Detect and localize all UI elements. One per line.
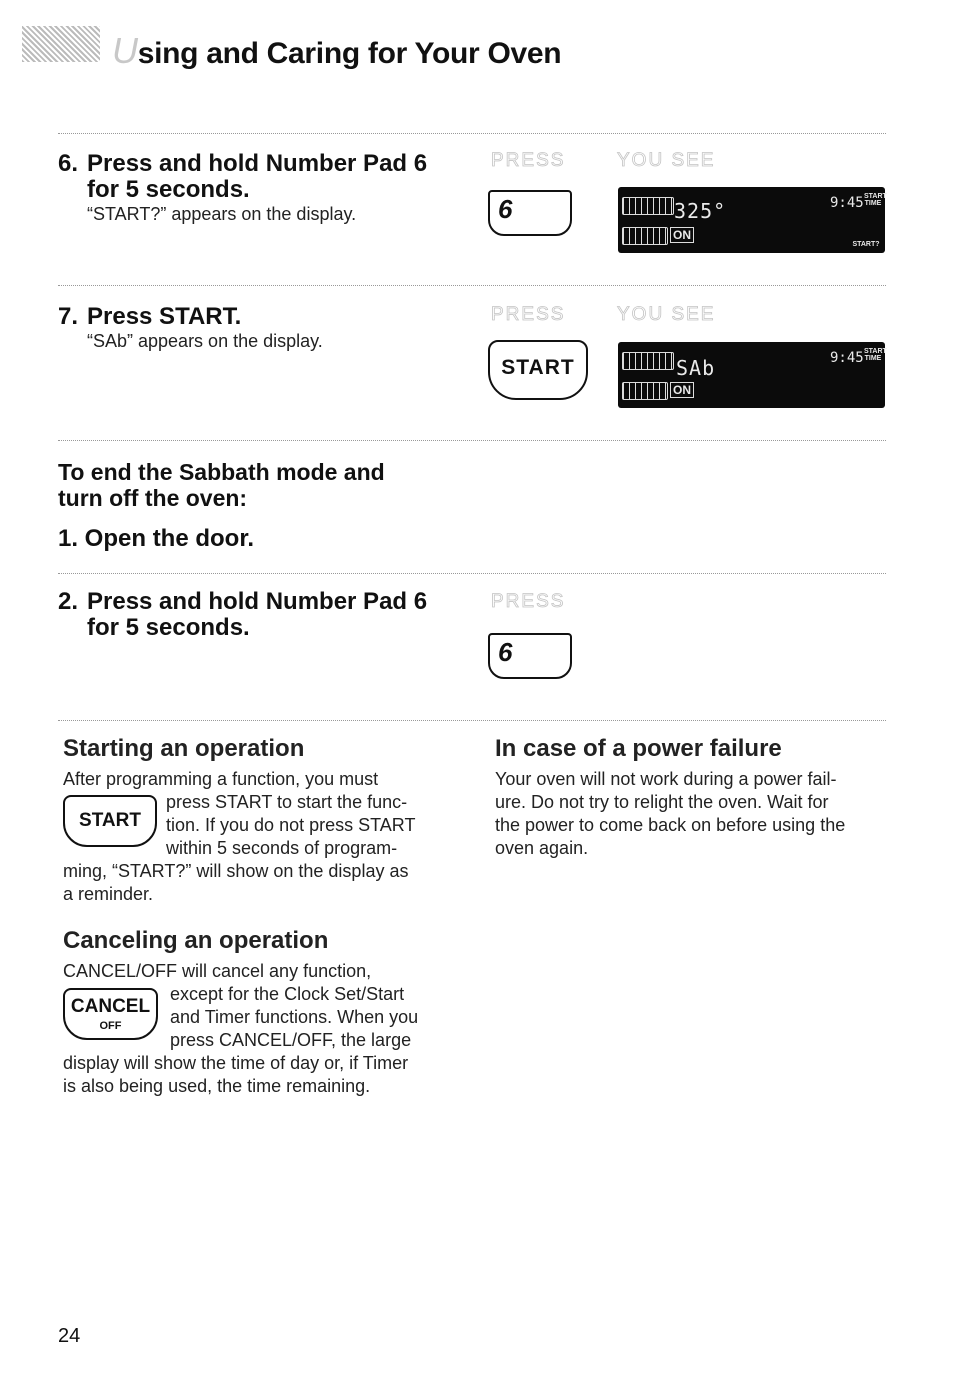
starting-line-1: After programming a function, you must bbox=[63, 769, 379, 789]
press-label: PRESS bbox=[491, 304, 566, 325]
key-label: 6 bbox=[498, 637, 513, 667]
canceling-line-1: CANCEL/OFF will cancel any function, bbox=[63, 961, 372, 981]
oven-display bbox=[618, 187, 885, 253]
end-step-1: 1. Open the door. bbox=[58, 525, 255, 552]
canceling-line-6: is also being used, the time remaining. bbox=[63, 1076, 371, 1096]
starting-line-4: within 5 seconds of program- bbox=[166, 838, 398, 858]
power-failure-line-1: Your oven will not work during a power fail- bbox=[495, 769, 837, 789]
you-see-label: YOU SEE bbox=[617, 304, 716, 325]
power-failure-line-4: oven again. bbox=[495, 838, 589, 858]
display-mode: SAb bbox=[676, 356, 716, 380]
divider bbox=[58, 440, 886, 441]
page-title bbox=[112, 30, 561, 72]
key-label: 6 bbox=[498, 194, 513, 224]
end-step-2-title: Press and hold Number Pad 6 for 5 seconds. bbox=[87, 588, 428, 641]
canceling-line-2: except for the Clock Set/Start bbox=[170, 984, 405, 1004]
divider bbox=[58, 573, 886, 574]
cancel-off-key-illustration bbox=[63, 988, 158, 1040]
display-segment-grid bbox=[622, 197, 674, 215]
start-key-illustration bbox=[63, 795, 157, 847]
starting-line-2: press START to start the func- bbox=[166, 792, 408, 812]
power-failure-line-3: the power to come back on before using the bbox=[495, 815, 846, 835]
canceling-line-5: display will show the time of day or, if Timer bbox=[63, 1053, 409, 1073]
header-decoration bbox=[22, 26, 100, 62]
canceling-line-3: and Timer functions. When you bbox=[170, 1007, 419, 1027]
display-on-indicator: ON bbox=[670, 382, 694, 398]
step-6-desc: “START?” appears on the display. bbox=[87, 204, 357, 224]
number-pad-6-key bbox=[488, 633, 572, 679]
key-sublabel: OFF bbox=[99, 1020, 122, 1032]
step-7-desc: “SAb” appears on the display. bbox=[87, 331, 323, 351]
number-pad-6-key bbox=[488, 190, 572, 236]
key-label: CANCEL bbox=[70, 996, 151, 1017]
display-start-time-tag: START TIME bbox=[864, 193, 887, 207]
press-label: PRESS bbox=[491, 591, 566, 612]
start-key bbox=[488, 340, 588, 400]
you-see-label: YOU SEE bbox=[617, 150, 716, 171]
display-time: 9:45 bbox=[830, 195, 864, 211]
starting-line-5: ming, “START?” will show on the display as bbox=[63, 861, 409, 881]
step-7-number: 7. bbox=[58, 303, 79, 330]
key-label: START bbox=[79, 810, 141, 831]
divider bbox=[58, 133, 886, 134]
key-label: START bbox=[501, 356, 575, 379]
display-time: 9:45 bbox=[830, 350, 864, 366]
display-segment-grid bbox=[622, 382, 668, 400]
step-6-title: Press and hold Number Pad 6 for 5 seconds. bbox=[87, 150, 428, 203]
press-label: PRESS bbox=[491, 150, 566, 171]
title-text: sing and Caring for Your Oven bbox=[137, 37, 562, 70]
step-6-number: 6. bbox=[58, 150, 79, 177]
end-step-2-number: 2. bbox=[58, 588, 79, 615]
display-start-time-tag: START TIME bbox=[864, 348, 887, 362]
divider bbox=[58, 720, 886, 721]
display-segment-grid bbox=[622, 227, 668, 245]
page-number: 24 bbox=[58, 1325, 81, 1347]
display-temperature: 325° bbox=[674, 199, 727, 223]
starting-heading: Starting an operation bbox=[63, 735, 305, 762]
oven-display bbox=[618, 342, 885, 408]
title-initial: U bbox=[112, 30, 138, 71]
power-failure-heading: In case of a power failure bbox=[495, 735, 782, 762]
canceling-line-4: press CANCEL/OFF, the large bbox=[170, 1030, 412, 1050]
power-failure-line-2: ure. Do not try to relight the oven. Wait for bbox=[495, 792, 829, 812]
starting-line-6: a reminder. bbox=[63, 884, 154, 904]
display-on-indicator: ON bbox=[670, 227, 694, 243]
canceling-heading: Canceling an operation bbox=[63, 927, 329, 954]
display-start-prompt: START? bbox=[852, 241, 880, 248]
display-segment-grid bbox=[622, 352, 674, 370]
end-sabbath-heading: To end the Sabbath mode and turn off the oven: bbox=[58, 459, 385, 511]
step-7-title: Press START. bbox=[87, 303, 242, 330]
divider bbox=[58, 285, 886, 286]
starting-line-3: tion. If you do not press START bbox=[166, 815, 416, 835]
